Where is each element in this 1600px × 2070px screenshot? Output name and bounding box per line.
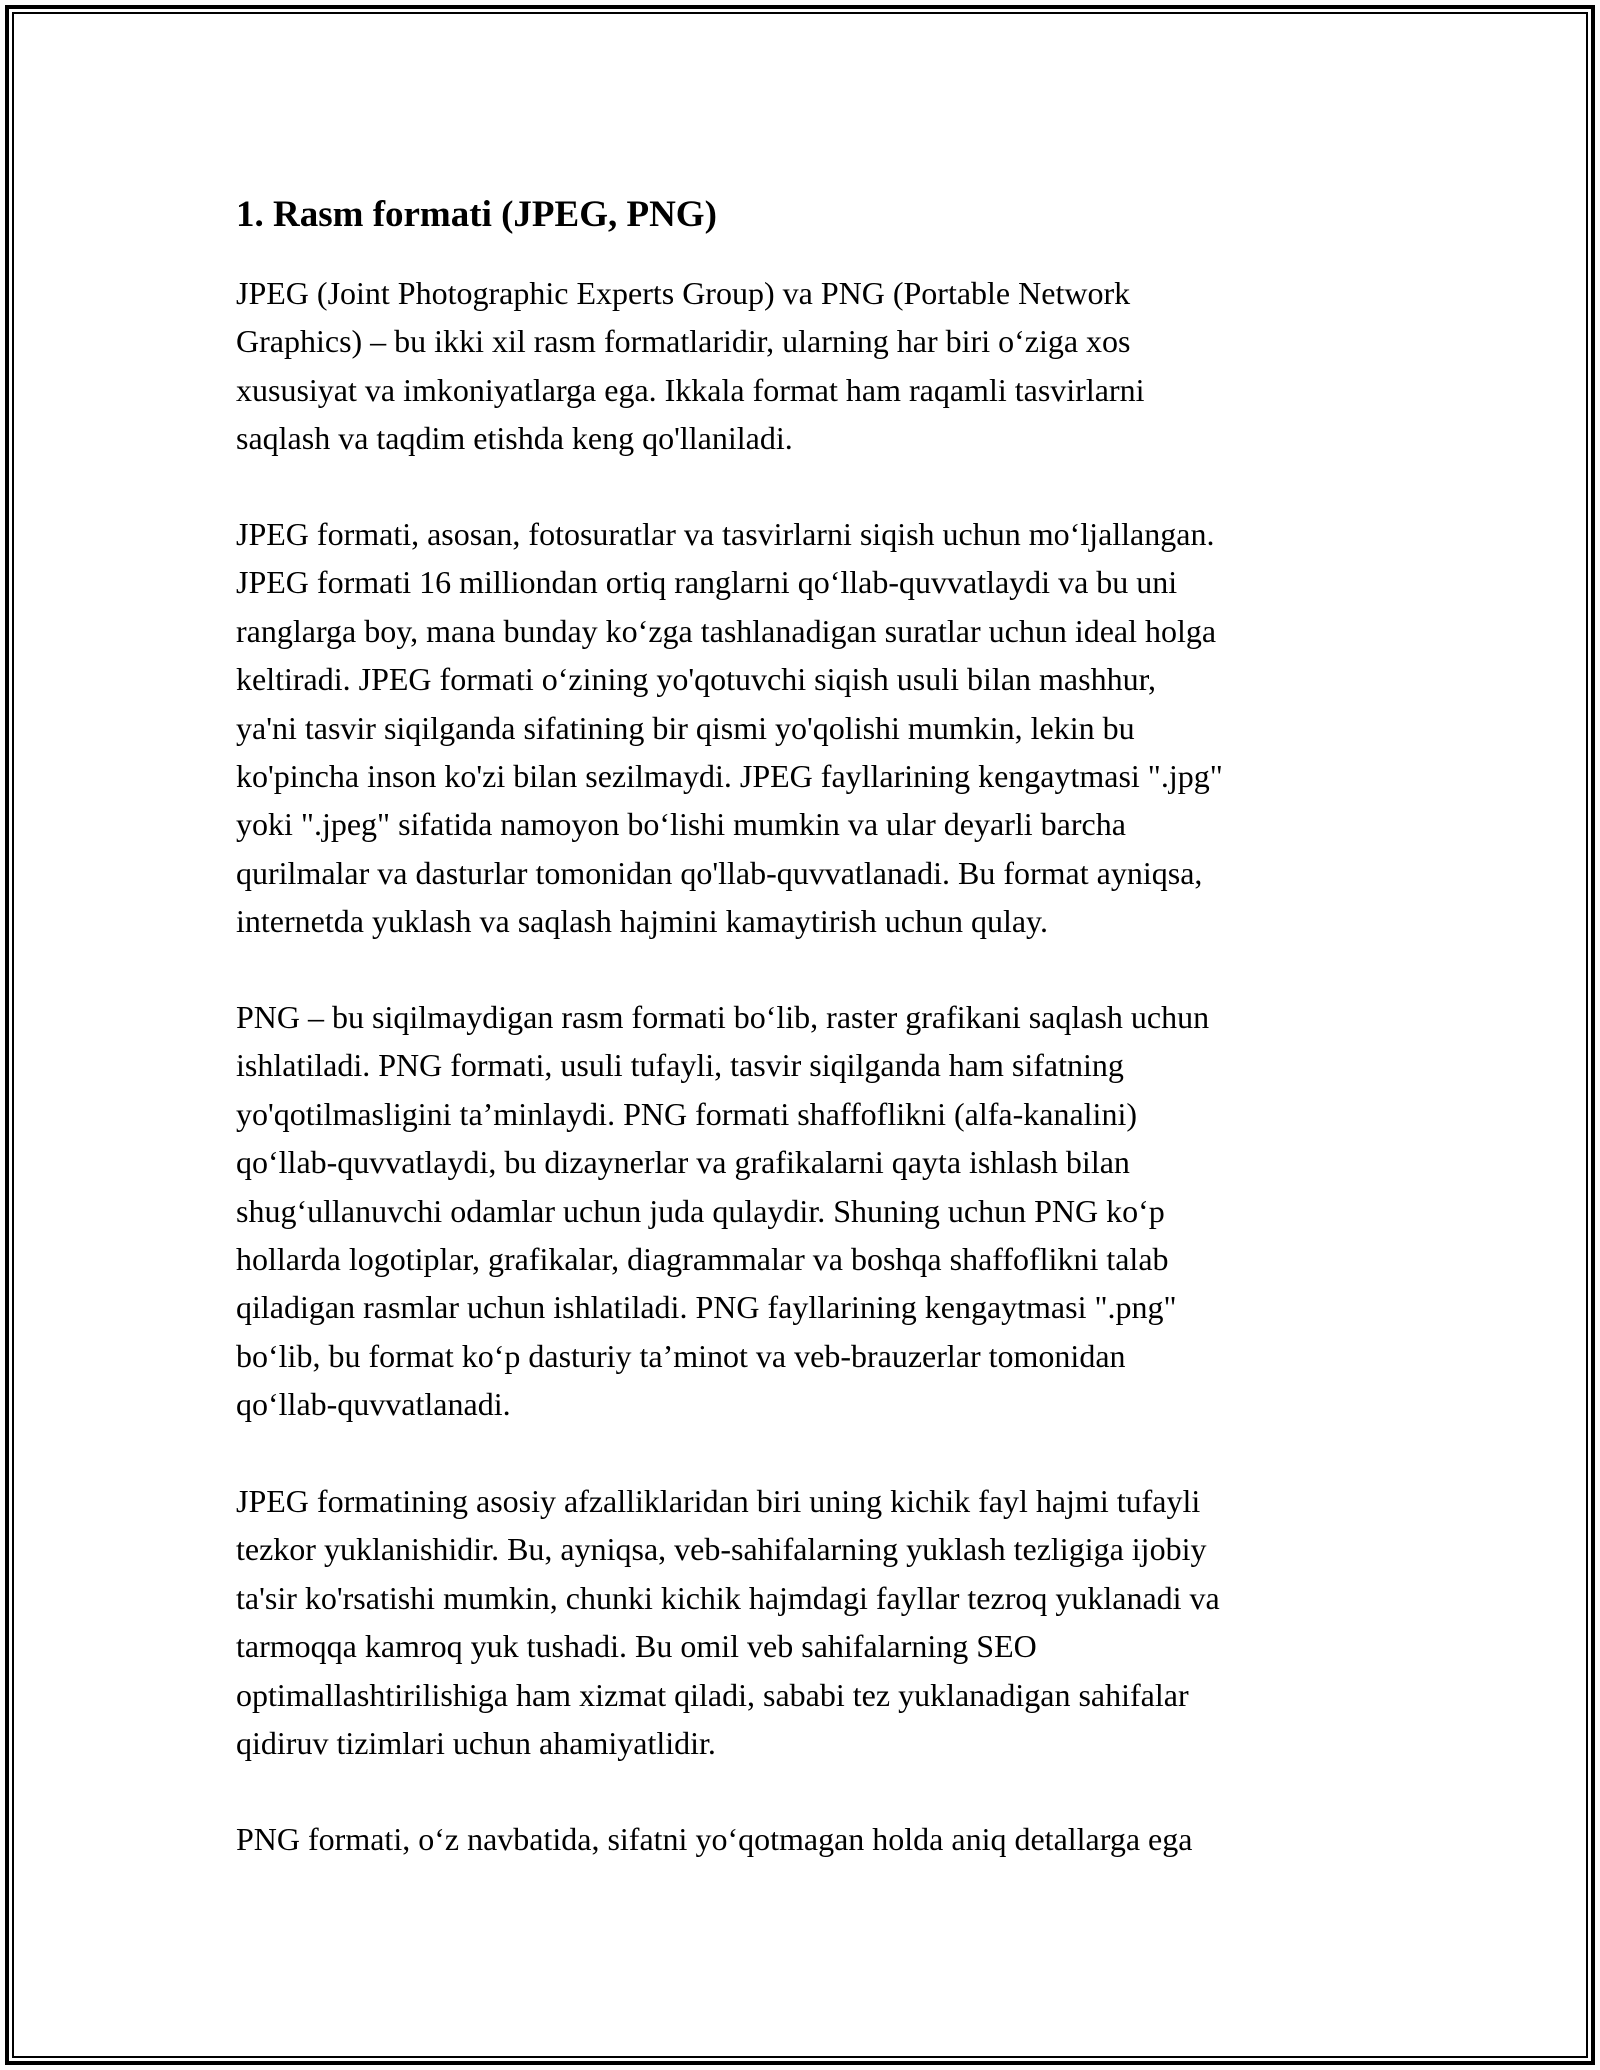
text-line: qo‘llab-quvvatlanadi. — [236, 1386, 511, 1423]
text-line: yoki ".jpeg" sifatida namoyon bo‘lishi mumkin va ular deyarli barcha — [236, 806, 1126, 843]
text-line: JPEG formatining asosiy afzalliklaridan biri uning kichik fayl hajmi tufayli — [236, 1483, 1201, 1519]
paragraph-jpeg — [236, 510, 1223, 946]
text-line: shug‘ullanuvchi odamlar uchun juda qulaydir. Shuning uchun PNG ko‘p — [236, 1192, 1165, 1229]
paragraph-intro — [236, 269, 1144, 463]
text-line: saqlash va taqdim etishda keng qo'llaniladi. — [236, 420, 793, 457]
paragraph-jpeg-advantages — [236, 1477, 1220, 1767]
text-line: tezkor yuklanishidir. Bu, ayniqsa, veb-sahifalarning yuklash tezligiga ijobiy — [236, 1531, 1207, 1568]
text-line: PNG formati, o‘z navbatida, sifatni yo‘qotmagan holda aniq detallarga ega — [236, 1821, 1193, 1857]
paragraph-png — [236, 993, 1209, 1429]
paragraph-png-details — [236, 1815, 1192, 1863]
text-line: ko'pincha inson ko'zi bilan sezilmaydi. JPEG fayllarining kengaytmasi ".jpg" — [236, 758, 1223, 795]
text-line: qiladigan rasmlar uchun ishlatiladi. PNG fayllarining kengaytmasi ".png" — [236, 1289, 1177, 1326]
text-line: bo‘lib, bu format ko‘p dasturiy ta’minot va veb-brauzerlar tomonidan — [236, 1337, 1126, 1374]
text-line: keltiradi. JPEG formati o‘zining yo'qotuvchi siqish usuli bilan mashhur, — [236, 661, 1156, 698]
text-line: PNG – bu siqilmaydigan rasm formati bo‘lib, raster grafikani saqlash uchun — [236, 999, 1210, 1035]
text-line: qo‘llab-quvvatlaydi, bu dizaynerlar va grafikalarni qayta ishlash bilan — [236, 1144, 1130, 1181]
text-line: qidiruv tizimlari uchun ahamiyatlidir. — [236, 1725, 716, 1762]
text-line: internetda yuklash va saqlash hajmini kamaytirish uchun qulay. — [236, 903, 1048, 940]
text-line: xususiyat va imkoniyatlarga ega. Ikkala format ham raqamli tasvirlarni — [236, 371, 1145, 408]
text-line: ta'sir ko'rsatishi mumkin, chunki kichik hajmdagi fayllar tezroq yuklanadi va — [236, 1579, 1220, 1616]
text-line: tarmoqqa kamroq yuk tushadi. Bu omil veb sahifalarning SEO — [236, 1628, 1037, 1665]
text-line: ranglarga boy, mana bunday ko‘zga tashlanadigan suratlar uchun ideal holga — [236, 612, 1217, 649]
text-line: ishlatiladi. PNG formati, usuli tufayli, tasvir siqilganda ham sifatning — [236, 1047, 1124, 1084]
text-line: hollarda logotiplar, grafikalar, diagrammalar va boshqa shaffoflikni talab — [236, 1241, 1169, 1278]
section-heading: 1. Rasm formati (JPEG, PNG) — [236, 194, 717, 235]
text-line: JPEG (Joint Photographic Experts Group) va PNG (Portable Network — [236, 275, 1131, 311]
text-line: qurilmalar va dasturlar tomonidan qo'llab-quvvatlanadi. Bu format ayniqsa, — [236, 854, 1203, 891]
text-line: optimallashtirilishiga ham xizmat qiladi, sababi tez yuklanadigan sahifalar — [236, 1676, 1189, 1713]
text-line: Graphics) – bu ikki xil rasm formatlaridir, ularning har biri o‘ziga xos — [236, 323, 1131, 360]
text-line: JPEG formati, asosan, fotosuratlar va tasvirlarni siqish uchun mo‘ljallangan. — [236, 516, 1215, 552]
text-line: ya'ni tasvir siqilganda sifatining bir qismi yo'qolishi mumkin, lekin bu — [236, 709, 1135, 746]
text-line: JPEG formati 16 milliondan ortiq ranglarni qo‘llab-quvvatlaydi va bu uni — [236, 564, 1178, 601]
text-line: yo'qotilmasligini ta’minlaydi. PNG formati shaffoflikni (alfa-kanalini) — [236, 1095, 1137, 1132]
